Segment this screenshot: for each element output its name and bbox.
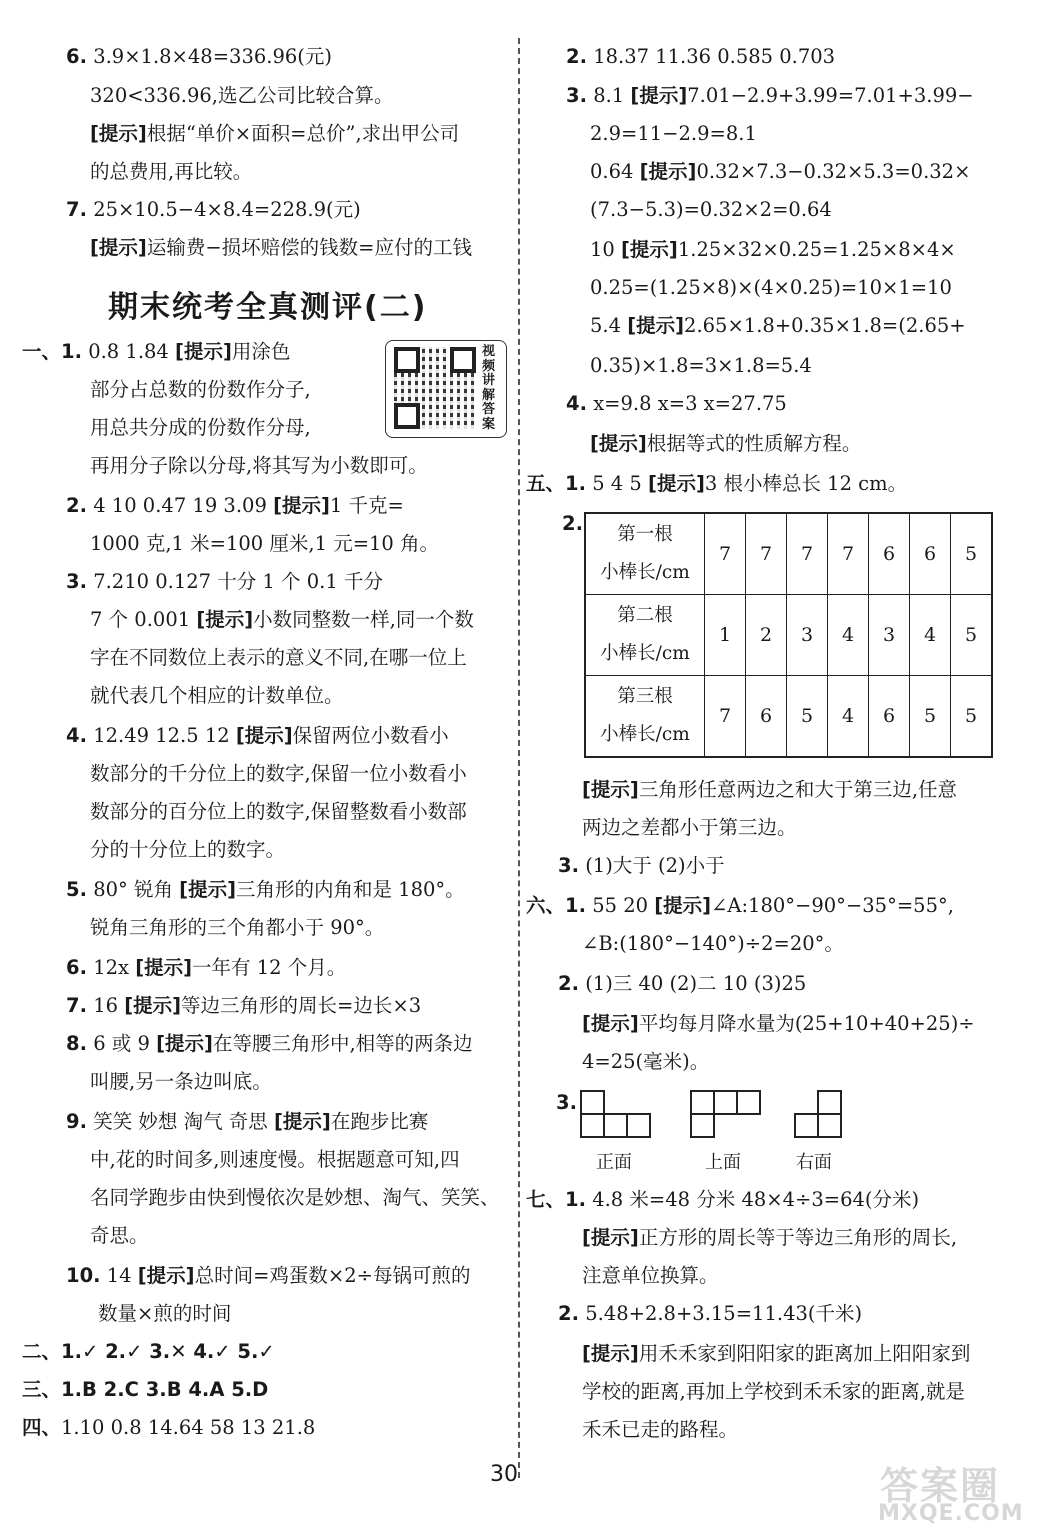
answer-line: 锐角三角形的三个角都小于 90°。	[90, 916, 385, 939]
table-cell: 4	[910, 595, 951, 676]
answer-line: 的总费用,再比较。	[90, 160, 253, 183]
answer-line: 2.9=11−2.9=8.1	[590, 122, 757, 145]
table-cell: 5	[787, 676, 828, 758]
answer-line: 数量×煎的时间	[98, 1302, 232, 1325]
answer-line: 2. 4 10 0.47 19 3.09 [提示]1 千克=	[66, 494, 404, 517]
table-cell: 5	[951, 595, 993, 676]
table-cell: 7	[787, 513, 828, 595]
qr-code[interactable]	[385, 340, 507, 438]
table-row	[585, 513, 992, 595]
answer-line: 两边之差都小于第三边。	[582, 816, 797, 839]
answer-line: 再用分子除以分母,将其写为小数即可。	[90, 454, 428, 477]
table-cell: 5	[951, 676, 993, 758]
answer-line: 字在不同数位上表示的意义不同,在哪一位上	[90, 646, 467, 669]
table-cell: 3	[869, 595, 910, 676]
answer-line: 7. 16 [提示]等边三角形的周长=边长×3	[66, 994, 422, 1017]
section-title: 期末统考全真测评(二)	[108, 290, 428, 325]
answer-line: 五、1. 5 4 5 [提示]3 根小棒总长 12 cm。	[526, 472, 908, 495]
answer-line: 六、1. 55 20 [提示]∠A:180°−90°−35°=55°,	[526, 894, 954, 917]
answer-line: 10 [提示]1.25×32×0.25=1.25×8×4×	[590, 238, 956, 261]
answer-line: 0.35)×1.8=3×1.8=5.4	[590, 354, 812, 377]
answer-line: 七、1. 4.8 米=48 分米 48×4÷3=64(分米)	[526, 1188, 920, 1211]
qr-label: 视频讲解答案	[482, 344, 496, 432]
hint-line: [提示]正方形的周长等于等边三角形的周长,	[582, 1226, 958, 1249]
answer-line: 7 个 0.001 [提示]小数同整数一样,同一个数	[90, 608, 474, 631]
answer-line: 数部分的百分位上的数字,保留整数看小数部	[90, 800, 467, 823]
answer-line: 6. 12x [提示]一年有 12 个月。	[66, 956, 347, 979]
answer-line: 8. 6 或 9 [提示]在等腰三角形中,相等的两条边	[66, 1032, 473, 1055]
table-cell: 4	[828, 595, 869, 676]
table-cell: 7	[746, 513, 787, 595]
table-cell: 4	[828, 676, 869, 758]
qr-finder	[394, 347, 420, 373]
answer-line: 叫腰,另一条边叫底。	[90, 1070, 272, 1093]
view-label: 右面	[796, 1152, 832, 1173]
table-cell: 6	[910, 513, 951, 595]
answer-line: 禾禾已走的路程。	[582, 1418, 739, 1441]
answer-line: 3. 7.210 0.127 十分 1 个 0.1 千分	[66, 570, 383, 593]
answer-line: 0.25=(1.25×8)×(4×0.25)=10×1=10	[590, 276, 952, 299]
answer-line: 2. (1)三 40 (2)二 10 (3)25	[558, 972, 807, 995]
answer-line: 中,花的时间多,则速度慢。根据题意可知,四	[90, 1148, 460, 1171]
answer-line: 7. 25×10.5−4×8.4=228.9(元)	[66, 198, 361, 221]
answer-line: 9. 笑笑 妙想 淘气 奇思 [提示]在跑步比赛	[66, 1110, 429, 1133]
hint-line: [提示]运输费−损坏赔偿的钱数=应付的工钱	[90, 236, 473, 259]
row-header: 第三根 小棒长/cm	[585, 676, 705, 758]
answer-line: 二、1.✓ 2.✓ 3.✕ 4.✓ 5.✓	[22, 1340, 275, 1363]
hint-line: [提示]三角形任意两边之和大于第三边,任意	[582, 778, 958, 801]
table-cell: 2	[746, 595, 787, 676]
answer-line: 就代表几个相应的计数单位。	[90, 684, 344, 707]
answer-line: 1000 克,1 米=100 厘米,1 元=10 角。	[90, 532, 440, 555]
page-number: 30	[490, 1462, 518, 1487]
question-number: 3.	[556, 1091, 577, 1114]
hint-line: [提示]根据“单价×面积=总价”,求出甲公司	[90, 122, 460, 145]
answer-line: 奇思。	[90, 1224, 149, 1247]
table-row	[585, 676, 992, 758]
answer-line: 名同学跑步由快到慢依次是妙想、淘气、笑笑、	[90, 1186, 500, 1209]
answer-line: 5. 80° 锐角 [提示]三角形的内角和是 180°。	[66, 878, 465, 901]
table-cell: 6	[869, 513, 910, 595]
answer-line: 四、1.10 0.8 14.64 58 13 21.8	[22, 1416, 316, 1439]
question-number: 2.	[562, 512, 583, 535]
answer-line: (7.3−5.3)=0.32×2=0.64	[590, 198, 832, 221]
qr-finder	[394, 403, 420, 429]
answer-line: 320<336.96,选乙公司比较合算。	[90, 84, 394, 107]
answer-line: 一、1. 0.8 1.84 [提示]用涂色	[22, 340, 291, 363]
answer-line: 3. (1)大于 (2)小于	[558, 854, 725, 877]
answer-line: 2. 18.37 11.36 0.585 0.703	[566, 45, 836, 68]
stick-length-table	[584, 512, 993, 758]
table-cell: 6	[869, 676, 910, 758]
answer-line: 4=25(毫米)。	[582, 1050, 710, 1073]
table-cell: 7	[705, 676, 746, 758]
answer-line: 三、1.B 2.C 3.B 4.A 5.D	[22, 1378, 269, 1401]
qr-finder	[450, 347, 476, 373]
table-cell: 1	[705, 595, 746, 676]
table-cell: 5	[910, 676, 951, 758]
hint-line: [提示]平均每月降水量为(25+10+40+25)÷	[582, 1012, 975, 1035]
answer-line: 注意单位换算。	[582, 1264, 719, 1287]
answer-line: 5.4 [提示]2.65×1.8+0.35×1.8=(2.65+	[590, 314, 966, 337]
table-cell: 6	[746, 676, 787, 758]
answer-line: 4. x=9.8 x=3 x=27.75	[566, 392, 787, 415]
table-cell: 5	[951, 513, 993, 595]
row-header: 第二根 小棒长/cm	[585, 595, 705, 676]
hint-line: [提示]用禾禾家到阳阳家的距离加上阳阳家到	[582, 1342, 971, 1365]
answer-line: 4. 12.49 12.5 12 [提示]保留两位小数看小	[66, 724, 449, 747]
table-row	[585, 595, 992, 676]
answer-line: ∠B:(180°−140°)÷2=20°。	[582, 932, 844, 955]
column-divider	[518, 38, 520, 1478]
answer-line: 0.64 [提示]0.32×7.3−0.32×5.3=0.32×	[590, 160, 971, 183]
answer-line: 2. 5.48+2.8+3.15=11.43(千米)	[558, 1302, 863, 1325]
answer-line: 6. 3.9×1.8×48=336.96(元)	[66, 45, 332, 68]
answer-line: 部分占总数的份数作分子,	[90, 378, 311, 401]
answer-line: 学校的距离,再加上学校到禾禾家的距离,就是	[582, 1380, 965, 1403]
answer-line: 10. 14 [提示]总时间=鸡蛋数×2÷每锅可煎的	[66, 1264, 471, 1287]
hint-line: [提示]根据等式的性质解方程。	[590, 432, 862, 455]
answer-line: 分的十分位上的数字。	[90, 838, 286, 861]
view-label: 上面	[705, 1152, 741, 1173]
view-label: 正面	[596, 1152, 632, 1173]
watermark-logo: 答案圈 MXQE.COM	[878, 1464, 1024, 1526]
table-cell: 7	[705, 513, 746, 595]
table-cell: 3	[787, 595, 828, 676]
answer-line: 数部分的千分位上的数字,保留一位小数看小	[90, 762, 467, 785]
answer-line: 3. 8.1 [提示]7.01−2.9+3.99=7.01+3.99−	[566, 84, 974, 107]
table-cell: 7	[828, 513, 869, 595]
row-header: 第一根 小棒长/cm	[585, 513, 705, 595]
answer-line: 用总共分成的份数作分母,	[90, 416, 311, 439]
